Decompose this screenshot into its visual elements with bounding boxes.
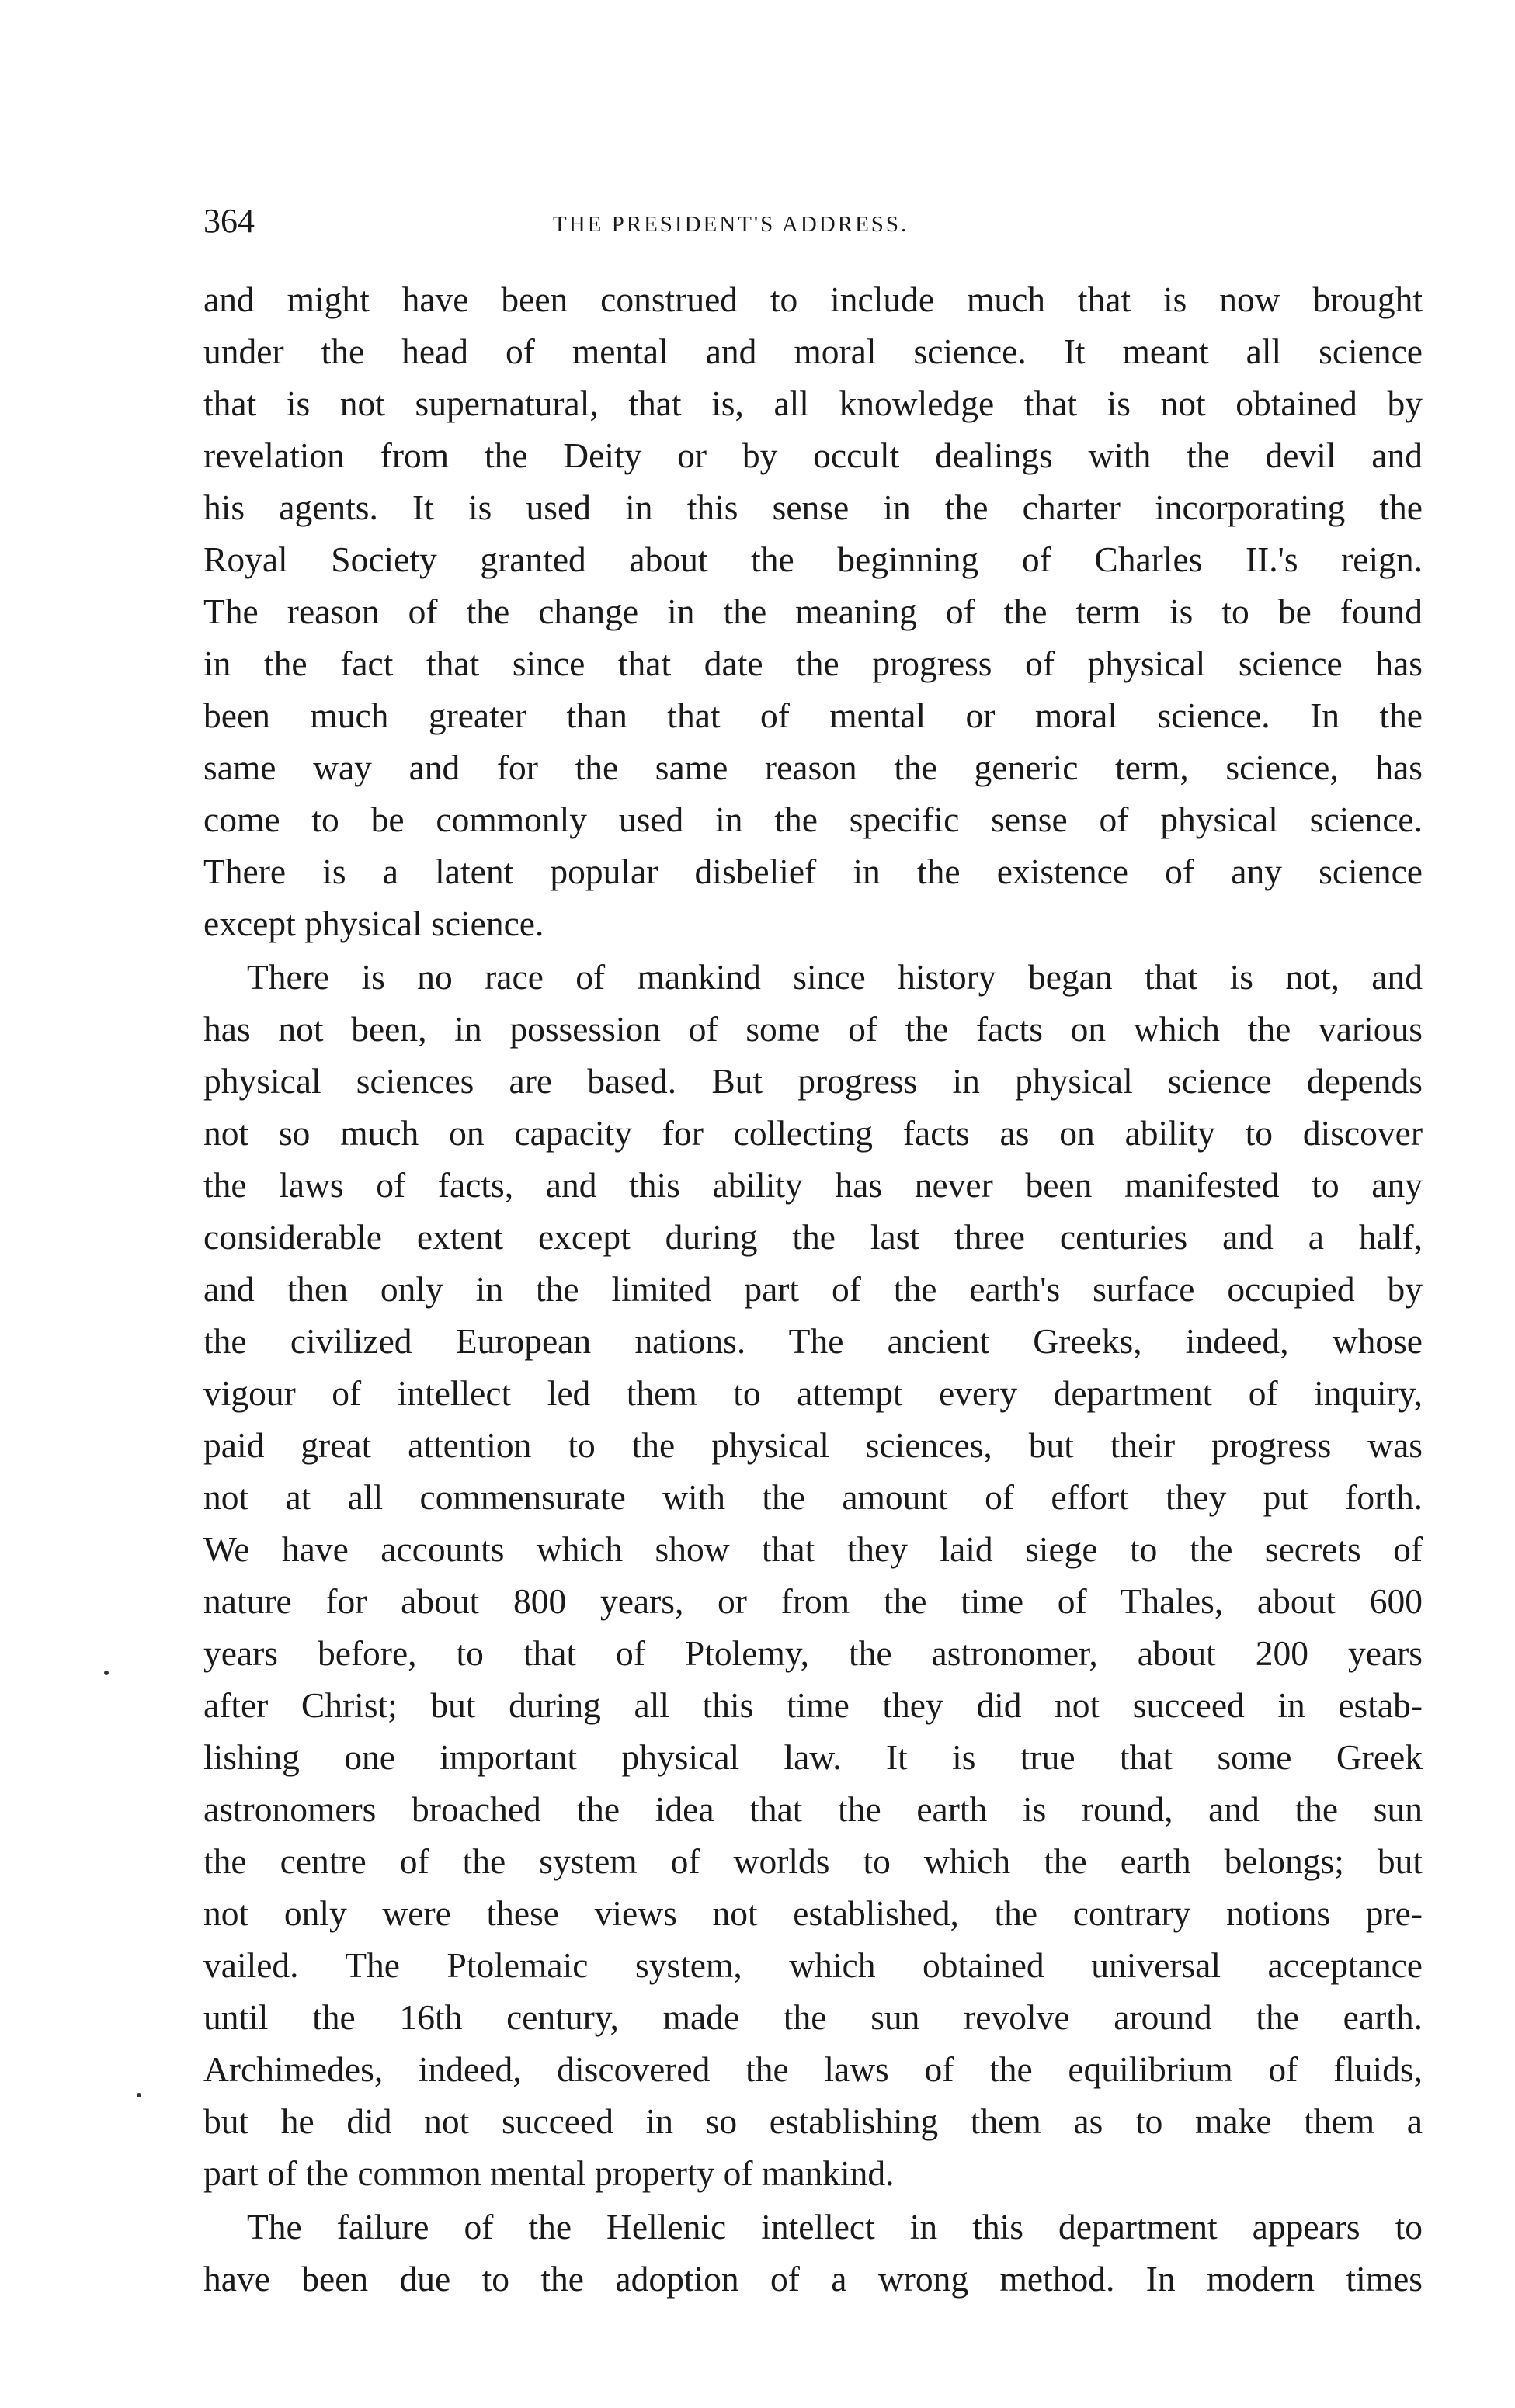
paragraph: [203, 2201, 1423, 2305]
text-line: not at all commensurate with the amount of effort they put forth.: [203, 1477, 1423, 1517]
text-line: astronomers broached the idea that the earth is round, and the sun: [203, 1789, 1423, 1829]
page-number: 364: [203, 202, 255, 240]
text-line: his agents. It is used in this sense in the charter incorporating the: [203, 487, 1423, 527]
text-line: except physical science.: [203, 904, 544, 943]
text-line: paid great attention to the physical sciences, but their progress was: [203, 1425, 1423, 1465]
page-header: [203, 198, 1423, 245]
paragraph: [203, 951, 1423, 2199]
text-line: vailed. The Ptolemaic system, which obtained universal acceptance: [203, 1945, 1423, 1985]
text-line: part of the common mental property of mankind.: [203, 2153, 895, 2193]
text-line: lishing one important physical law. It is true that some Greek: [203, 1737, 1423, 1777]
text-line: We have accounts which show that they laid siege to the secrets of: [203, 1529, 1423, 1569]
text-line: There is a latent popular disbelief in the existence of any science: [203, 852, 1423, 891]
text-line: in the fact that since that date the progress of physical science has: [203, 644, 1423, 683]
text-line: and might have been construed to include much that is now brought: [203, 279, 1423, 319]
text-line: The failure of the Hellenic intellect in this department appears to: [247, 2207, 1423, 2247]
text-line: the centre of the system of worlds to which the earth belongs; but: [203, 1841, 1423, 1881]
text-line: after Christ; but during all this time they did not succeed in estab-: [203, 1685, 1423, 1725]
running-head: THE PRESIDENT'S ADDRESS.: [553, 212, 909, 237]
text-line: Archimedes, indeed, discovered the laws of the equilibrium of fluids,: [203, 2049, 1423, 2089]
text-line: nature for about 800 years, or from the time of Thales, about 600: [203, 1581, 1423, 1621]
text-line: revelation from the Deity or by occult dealings with the devil and: [203, 435, 1423, 475]
text-line: vigour of intellect led them to attempt every department of inquiry,: [203, 1373, 1423, 1413]
text-line: The reason of the change in the meaning of the term is to be found: [203, 592, 1423, 631]
text-line: physical sciences are based. But progress in physical science depends: [203, 1061, 1423, 1101]
text-line: years before, to that of Ptolemy, the astronomer, about 200 years: [203, 1633, 1423, 1673]
text-line: has not been, in possession of some of the facts on which the various: [203, 1009, 1423, 1049]
text-line: been much greater than that of mental or moral science. In the: [203, 696, 1423, 735]
text-line: considerable extent except during the last three centuries and a half,: [203, 1217, 1423, 1257]
text-line: come to be commonly used in the specific sense of physical science.: [203, 800, 1423, 839]
text-line: Royal Society granted about the beginning of Charles II.'s reign.: [203, 540, 1423, 579]
text-line: that is not supernatural, that is, all knowledge that is not obtained by: [203, 383, 1423, 423]
text-line: same way and for the same reason the generic term, science, has: [203, 748, 1423, 787]
text-line: have been due to the adoption of a wrong method. In modern times: [203, 2259, 1423, 2299]
text-line: and then only in the limited part of the earth's surface occupied by: [203, 1269, 1423, 1309]
text-line: under the head of mental and moral science. It meant all science: [203, 331, 1423, 371]
text-line: the laws of facts, and this ability has never been manifested to any: [203, 1165, 1423, 1205]
margin-dot: [137, 2093, 141, 2097]
paragraph: [203, 273, 1423, 949]
text-line: not so much on capacity for collecting facts as on ability to discover: [203, 1113, 1423, 1153]
text-line: but he did not succeed in so establishing them as to make them a: [203, 2101, 1423, 2141]
text-line: until the 16th century, made the sun revolve around the earth.: [203, 1997, 1423, 2037]
text-line: the civilized European nations. The ancient Greeks, indeed, whose: [203, 1321, 1423, 1361]
margin-dot: [104, 1671, 109, 1675]
text-line: There is no race of mankind since history began that is not, and: [247, 957, 1423, 997]
body-text: [203, 273, 1423, 2305]
text-line: not only were these views not established, the contrary notions pre-: [203, 1893, 1423, 1933]
